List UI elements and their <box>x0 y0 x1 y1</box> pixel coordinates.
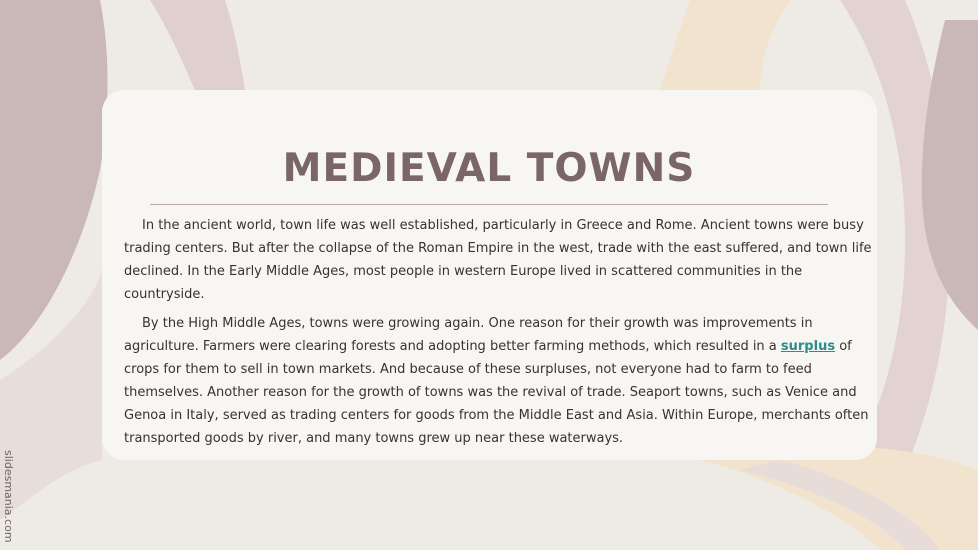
paragraph-2-intro: By the High Middle Ages, towns were growing again. One reason for their growth was improvements in agriculture. Farmers were clearing forests and adopting better farming methods, which resulted in a <box>124 316 813 354</box>
bg-arch-left-pink <box>150 0 245 90</box>
paragraph-1: In the ancient world, town life was well established, particularly in Greece and Rome. Ancient towns were busy trading centers. But after the collapse of the Roman Empire in the west, trade with the east suffered, and town life declined. In the Early Middle Ages, most people in western Europe lived in scattered communities in the countryside. <box>124 218 872 302</box>
surplus-link[interactable]: surplus <box>780 339 836 354</box>
bg-arch-peach <box>660 0 790 90</box>
paragraph-2-rest: of crops for them to sell in town markets. And because of these surpluses, not everyone had to farm to feed themselves. Another reason for the growth of towns was the revival of trade. Seaport towns, such as Venice and Genoa in Italy, served as trading centers for goods from the Middle East and Asia. Within Europe, merchants often transported goods by river, and many towns grew up near these waterways. <box>124 339 869 446</box>
credit-text: slidesmania.com <box>2 450 15 543</box>
title-divider <box>150 204 828 205</box>
paragraph-2 <box>124 312 882 450</box>
slide-title: MEDIEVAL TOWNS <box>282 146 696 191</box>
body-text <box>124 214 882 456</box>
credit-watermark <box>2 450 15 543</box>
